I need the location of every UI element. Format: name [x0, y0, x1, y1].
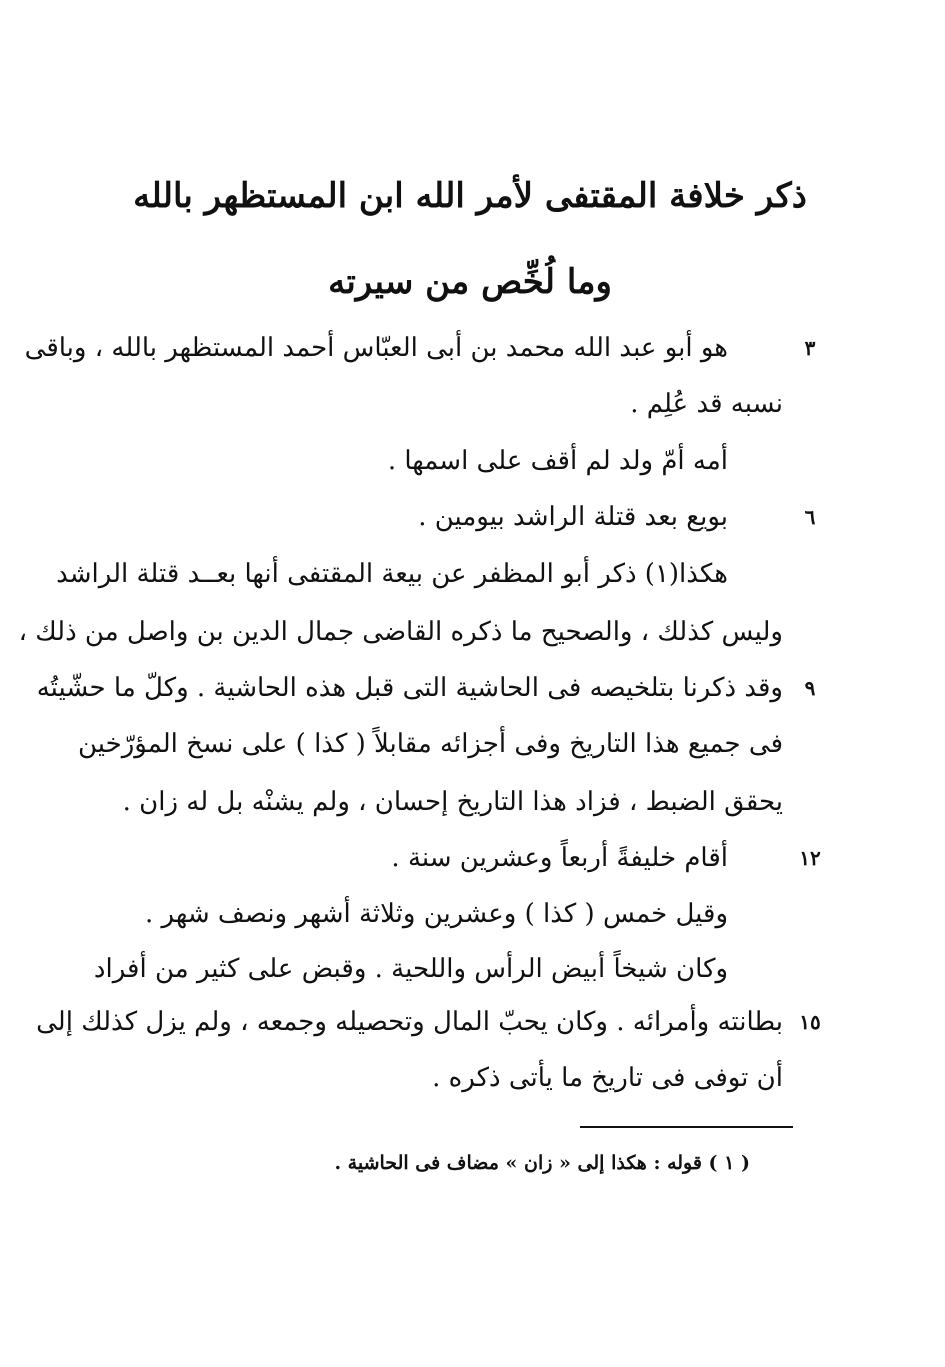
body-line: وليس كذلك ، والصحيح ما ذكره القاضى جمال الدين بن واصل من ذلك ،: [18, 617, 783, 647]
chapter-subtitle: وما لُخِّص من سيرته: [328, 262, 612, 302]
body-line: هكذا(١) ذكر أبو المظفر عن بيعة المقتفى أنها بعــد قتلة الراشد: [56, 559, 728, 589]
footnote-divider: [580, 1126, 793, 1128]
body-line: وكان شيخاً أبيض الرأس واللحية . وقبض على كثير من أفراد: [93, 954, 728, 984]
body-line: فى جميع هذا التاريخ وفى أجزائه مقابلاً ( كذا ) على نسخ المؤرّخين: [78, 729, 783, 759]
body-line: أن توفى فى تاريخ ما يأتى ذكره .: [432, 1063, 783, 1093]
body-line: وقيل خمس ( كذا ) وعشرين وثلاثة أشهر ونصف شهر .: [144, 899, 728, 929]
chapter-title: ذكر خلافة المقتفى لأمر الله ابن المستظهر بالله: [133, 176, 807, 216]
body-line: يحقق الضبط ، فزاد هذا التاريخ إحسان ، ولم يشنْه بل له زان .: [122, 787, 783, 817]
footnote: ( ١ ) قوله : هكذا إلى « زان » مضاف فى الحاشية .: [334, 1152, 750, 1174]
body-line: أقام خليفةً أربعاً وعشرين سنة .: [391, 843, 728, 873]
line-number: ١٢: [799, 846, 821, 870]
body-line: نسبه قد عُلِم .: [630, 389, 783, 419]
body-line: أمه أمّ ولد لم أقف على اسمها .: [387, 446, 728, 476]
body-line: هو أبو عبد الله محمد بن أبى العبّاس أحمد المستظهر بالله ، وباقى: [24, 333, 728, 363]
line-number: ٦: [804, 505, 816, 529]
body-line: بويع بعد قتلة الراشد بيومين .: [418, 502, 728, 532]
line-number: ٣: [804, 336, 816, 360]
line-number: ٩: [804, 676, 816, 700]
body-line: وقد ذكرنا بتلخيصه فى الحاشية التى قبل هذه الحاشية . وكلّ ما حشّيتُه: [36, 673, 783, 703]
line-number: ١٥: [799, 1010, 821, 1034]
body-line: بطانته وأمرائه . وكان يحبّ المال وتحصيله وجمعه ، ولم يزل كذلك إلى: [36, 1007, 783, 1037]
